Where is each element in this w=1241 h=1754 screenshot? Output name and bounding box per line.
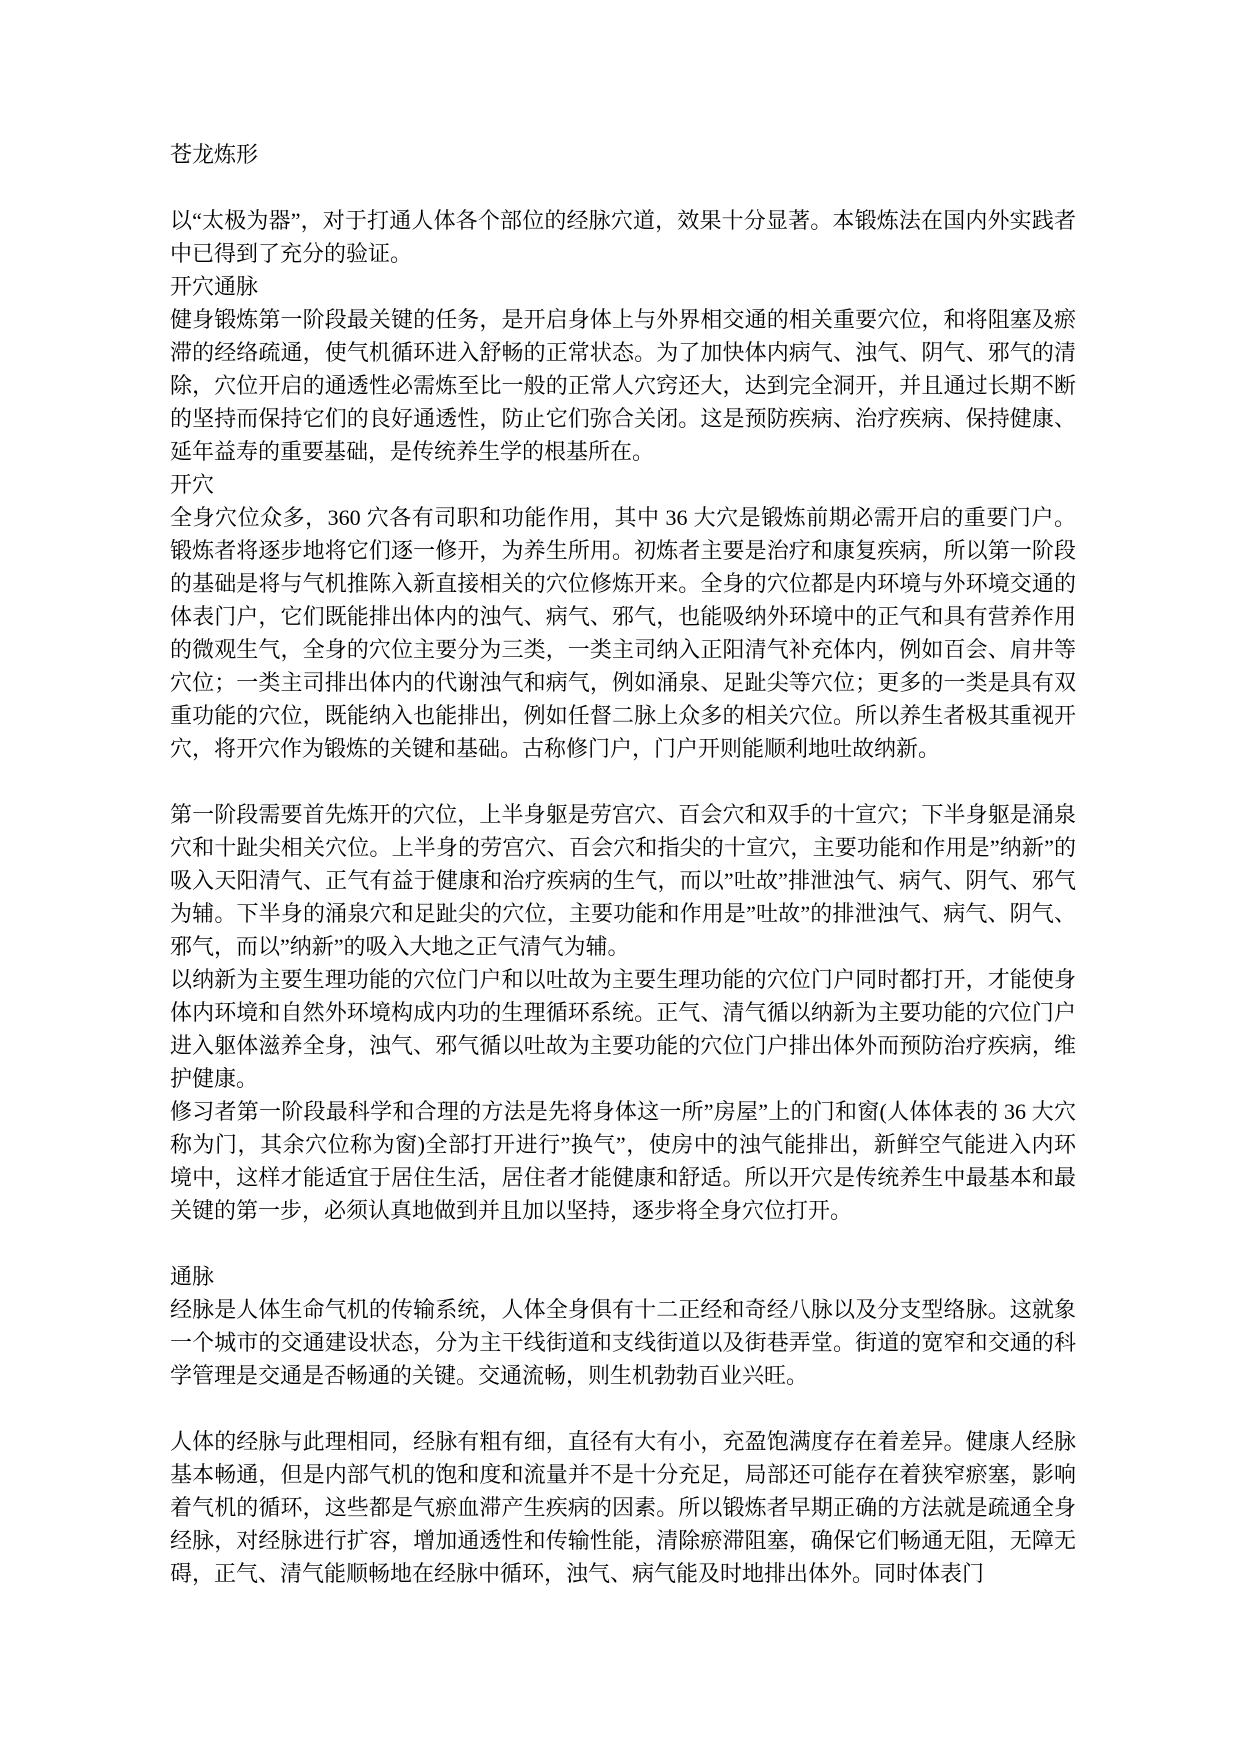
blank-line (170, 171, 1076, 204)
section-heading-kaixue: 开穴 (170, 472, 215, 497)
blank-line (170, 1392, 1076, 1425)
paragraph-meridian-transport-system: 经脉是人体生命气机的传输系统，人体全身俱有十二正经和奇经八脉以及分支型络脉。这就象一个城市的交通建设状态，分为主干线街道和支线街道以及街巷弄堂。街道的宽窄和交通的科学管理是交通是否畅通的关键。交通流畅，则生机勃勃百业兴旺。 (170, 1297, 1076, 1388)
paragraph-first-stage-points: 第一阶段需要首先炼开的穴位，上半身躯是劳宫穴、百会穴和双手的十宣穴；下半身躯是涌泉穴和十趾尖相关穴位。上半身的劳宫穴、百会穴和指尖的十宣穴，主要功能和作用是”纳新”的吸入天阳清气、正气有益于健康和治疗疾病的生气，而以”吐故”排泄浊气、病气、阴气、邪气为辅。下半身的涌泉穴和足趾尖的穴位，主要功能和作用是”吐故”的排泄浊气、病气、阴气、邪气，而以”纳新”的吸入大地之正气清气为辅。 (170, 802, 1076, 959)
section-heading-kaixue-tongmai: 开穴通脉 (170, 274, 259, 299)
paragraph-house-doors-windows: 修习者第一阶段最科学和合理的方法是先将身体这一所”房屋”上的门和窗(人体体表的 36 大穴称为门，其余穴位称为窗)全部打开进行”换气”，使房中的浊气能排出，新鲜空气能进入内环境中，这样才能适宜于居住生活，居住者才能健康和舒适。所以开穴是传统养生中最基本和最关键的第一步，必须认真地做到并且加以坚持，逐步将全身穴位打开。 (170, 1099, 1076, 1223)
blank-line (170, 765, 1076, 798)
section-heading-tongmai: 通脉 (170, 1264, 215, 1289)
paragraph-acupoints-overview: 全身穴位众多，360 穴各有司职和功能作用，其中 36 大穴是锻炼前期必需开启的重要门户。锻炼者将逐步地将它们逐一修开，为养生所用。初炼者主要是治疗和康复疾病，所以第一阶段的基础是将与气机推陈入新直接相关的穴位修炼开来。全身的穴位都是内环境与外环境交通的体表门户，它们既能排出体内的浊气、病气、邪气，也能吸纳外环境中的正气和具有营养作用的微观生气，全身的穴位主要分为三类，一类主司纳入正阳清气补充体内，例如百会、肩井等穴位；一类主司排出体内的代谢浊气和病气，例如涌泉、足趾尖等穴位；更多的一类是具有双重功能的穴位，既能纳入也能排出，例如任督二脉上众多的相关穴位。所以养生者极其重视开穴，将开穴作为锻炼的关键和基础。古称修门户，门户开则能顺利地吐故纳新。 (170, 505, 1076, 761)
paragraph-intro: 以“太极为器”，对于打通人体各个部位的经脉穴道，效果十分显著。本锻炼法在国内外实践者中已得到了充分的验证。 (170, 208, 1076, 266)
document-title: 苍龙炼形 (170, 142, 259, 167)
paragraph-meridian-dredging: 人体的经脉与此理相同，经脉有粗有细，直径有大有小，充盈饱满度存在着差异。健康人经脉基本畅通，但是内部气机的饱和度和流量并不是十分充足，局部还可能存在着狭窄瘀塞，影响着气机的循环，这些都是气瘀血滞产生疾病的因素。所以锻炼者早期正确的方法就是疏通全身经脉，对经脉进行扩容，增加通透性和传输性能，清除瘀滞阻塞，确保它们畅通无阻，无障无碍，正气、清气能顺畅地在经脉中循环，浊气、病气能及时地排出体外。同时体表门 (170, 1429, 1076, 1586)
blank-line (170, 1227, 1076, 1260)
paragraph-intake-exhaust-gates: 以纳新为主要生理功能的穴位门户和以吐故为主要生理功能的穴位门户同时都打开，才能使身体内环境和自然外环境构成内功的生理循环系统。正气、清气循以纳新为主要功能的穴位门户进入躯体滋养全身，浊气、邪气循以吐故为主要功能的穴位门户排出体外而预防治疗疾病，维护健康。 (170, 967, 1076, 1091)
paragraph-first-stage-task: 健身锻炼第一阶段最关键的任务，是开启身体上与外界相交通的相关重要穴位，和将阻塞及瘀滞的经络疏通，使气机循环进入舒畅的正常状态。为了加快体内病气、浊气、阴气、邪气的清除，穴位开启的通透性必需炼至比一般的正常人穴窍还大，达到完全洞开，并且通过长期不断的坚持而保持它们的良好通透性，防止它们弥合关闭。这是预防疾病、治疗疾病、保持健康、延年益寿的重要基础，是传统养生学的根基所在。 (170, 307, 1076, 464)
